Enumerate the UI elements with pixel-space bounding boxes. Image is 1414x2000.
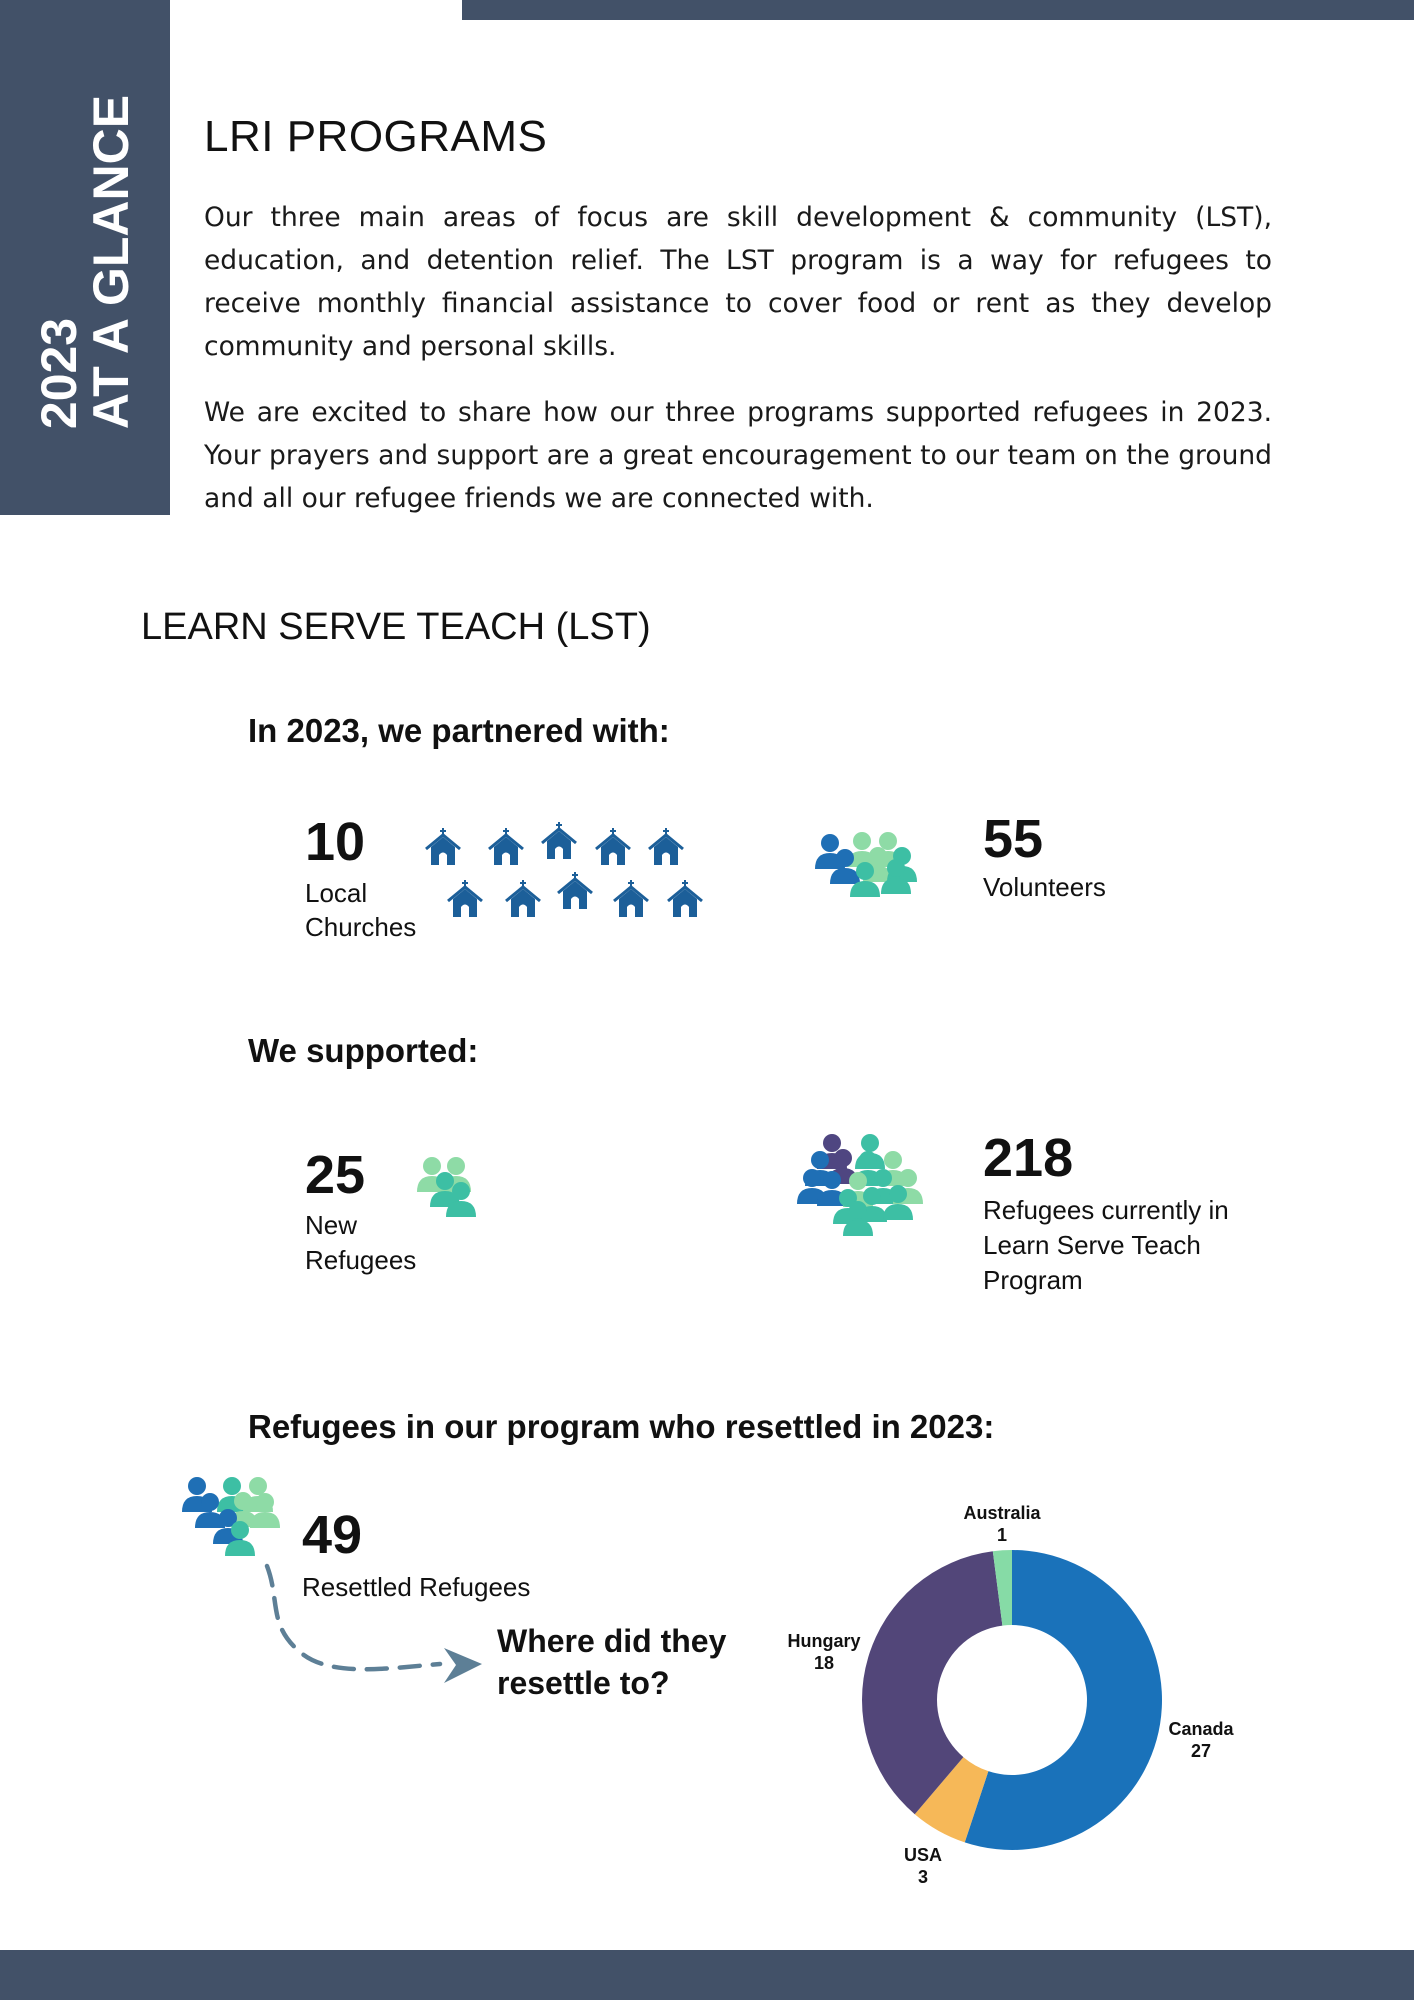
churches-label-line2: Churches [305,912,417,942]
church-icon [448,880,482,917]
volunteers-group-icon [815,832,917,897]
church-icon [489,828,523,865]
church-icon [649,828,683,865]
church-icon [542,822,576,859]
current-refugees-count: 218 [983,1128,1074,1188]
lst-section-title: LEARN SERVE TEACH (LST) [141,606,651,648]
current-refugees-group-icon [797,1134,923,1236]
volunteers-label: Volunteers [983,872,1106,902]
current-refugees-label-line3: Program [983,1265,1083,1295]
side-banner-text [33,95,137,429]
supported-heading: We supported: [248,1032,479,1069]
partnered-heading: In 2023, we partnered with: [248,712,670,749]
resettled-count: 49 [302,1505,363,1565]
church-icon [614,880,648,917]
church-icon [596,828,630,865]
churches-label-line1: Local [305,878,368,908]
donut-label-name: Hungary [787,1631,861,1651]
church-icon [426,828,460,865]
intro-paragraph-2: We are excited to share how our three programs supported refugees in 2023. Your prayers and support are a great encouragement to our team on the ground and all our refugee friends we are connected with. [204,397,1272,514]
where-resettled-question [497,1620,726,1704]
side-banner-subtitle: AT A GLANCE [83,94,139,430]
intro-paragraph-1: Our three main areas of focus are skill development & community (LST), education, and detention relief. The LST program is a way for refugees to receive monthly financial assistance to cover food or rent as they develop community and personal skills. [204,202,1272,362]
current-refugees-label-line2: Learn Serve Teach [983,1230,1201,1260]
side-banner [0,0,170,515]
page-title: LRI PROGRAMS [204,112,548,161]
church-icon [668,880,702,917]
donut-slice-australia [993,1550,1012,1626]
donut-label-name: Canada [1168,1719,1234,1739]
donut-label-value: 1 [996,1525,1007,1545]
resettled-heading: Refugees in our program who resettled in 2023: [248,1408,995,1445]
new-refugees-label-line2: Refugees [305,1245,417,1275]
donut-label-usa [904,1844,942,1888]
top-accent-bar [462,0,1414,20]
donut-label-canada [1168,1718,1233,1762]
church-icon [558,872,592,909]
new-refugees-label-line1: New [305,1210,358,1240]
donut-label-value: 27 [1190,1741,1212,1761]
where-line-1: Where did they [497,1623,727,1659]
donut-label-hungary [787,1630,860,1674]
donut-label-value: 18 [813,1653,835,1673]
churches-count: 10 [305,812,366,872]
resettled-refugees-group-icon [182,1477,280,1556]
donut-label-australia [963,1502,1040,1546]
donut-label-name: USA [903,1845,943,1865]
side-banner-year: 2023 [31,317,87,430]
new-refugees-count: 25 [305,1145,366,1205]
current-refugees-label-line1: Refugees currently in [983,1195,1229,1225]
volunteers-count: 55 [983,809,1044,869]
donut-slice-canada [965,1550,1162,1850]
donut-slice-usa [915,1757,989,1842]
donut-label-value: 3 [917,1867,929,1887]
resettled-label: Resettled Refugees [302,1572,531,1602]
donut-label-name: Australia [963,1503,1041,1523]
where-line-2: resettle to? [497,1665,670,1701]
donut-slice-hungary [862,1551,1002,1814]
church-icon [506,880,540,917]
bottom-accent-bar [0,1950,1414,2000]
new-refugees-group-icon [417,1157,476,1217]
